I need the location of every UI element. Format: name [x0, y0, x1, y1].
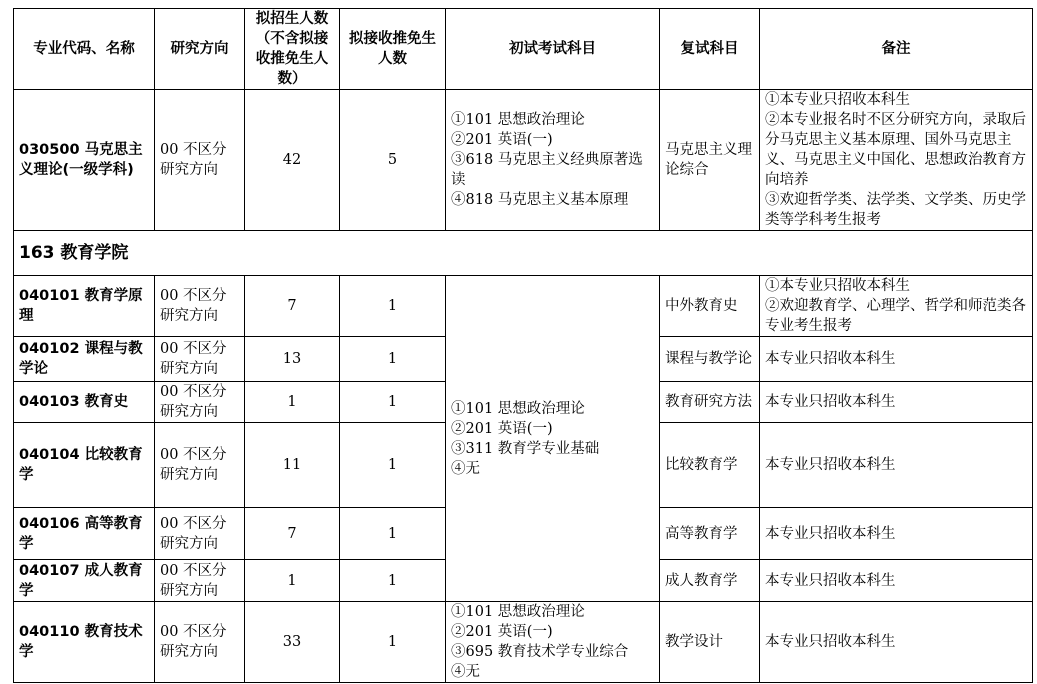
note-line: ③欢迎哲学类、法学类、文学类、历史学类等学科考生报考 — [765, 192, 1026, 228]
header-row — [14, 9, 1033, 90]
header-notes: 备注 — [760, 9, 1033, 90]
table-row — [14, 276, 1033, 337]
direction-cell: 00 不区分研究方向 — [155, 602, 245, 683]
direction-cell: 00 不区分研究方向 — [155, 382, 245, 423]
note-line: ②欢迎教育学、心理学、哲学和师范类各专业考生报考 — [765, 298, 1026, 334]
notes-cell: 本专业只招收本科生 — [760, 382, 1033, 423]
retest-cell: 教学设计 — [660, 602, 760, 683]
exempt-cell: 1 — [340, 276, 446, 337]
notes-cell: 本专业只招收本科生 — [760, 560, 1033, 602]
initial-subject: ③695 教育技术学专业综合 — [451, 644, 629, 660]
initial-subject: ②201 英语(一) — [451, 420, 553, 437]
header-plan: 拟招生人数（不含拟接收推免生人数） — [245, 9, 340, 90]
notes-cell — [760, 90, 1033, 231]
exempt-cell: 1 — [340, 423, 446, 508]
enrollment-table — [13, 8, 1033, 683]
exempt-cell: 1 — [340, 560, 446, 602]
initial-subject: ①101 思想政治理论 — [451, 400, 585, 417]
major-cell: 040110 教育技术学 — [14, 602, 155, 683]
major-cell: 040103 教育史 — [14, 382, 155, 423]
notes-cell: 本专业只招收本科生 — [760, 423, 1033, 508]
retest-cell: 中外教育史 — [660, 276, 760, 337]
major-cell: 040106 高等教育学 — [14, 508, 155, 560]
major-cell: 040104 比较教育学 — [14, 423, 155, 508]
exempt-cell: 1 — [340, 508, 446, 560]
direction-cell: 00 不区分研究方向 — [155, 90, 245, 231]
plan-cell: 13 — [245, 337, 340, 382]
shared-initial-cell — [446, 276, 660, 602]
initial-cell — [446, 90, 660, 231]
direction-cell: 00 不区分研究方向 — [155, 337, 245, 382]
header-initial: 初试考试科目 — [446, 9, 660, 90]
retest-cell: 马克思主义理论综合 — [660, 90, 760, 231]
notes-cell: 本专业只招收本科生 — [760, 602, 1033, 683]
initial-subject: ②201 英语(一) — [451, 624, 553, 640]
direction-cell: 00 不区分研究方向 — [155, 560, 245, 602]
retest-cell: 成人教育学 — [660, 560, 760, 602]
retest-cell: 教育研究方法 — [660, 382, 760, 423]
retest-cell: 课程与教学论 — [660, 337, 760, 382]
initial-subject: ②201 英语(一) — [451, 132, 553, 148]
major-cell: 040102 课程与教学论 — [14, 337, 155, 382]
initial-cell — [446, 602, 660, 683]
exempt-cell: 1 — [340, 382, 446, 423]
note-line: ①本专业只招收本科生 — [765, 278, 910, 294]
table-row — [14, 602, 1033, 683]
initial-subject: ④无 — [451, 664, 480, 680]
exempt-cell: 5 — [340, 90, 446, 231]
plan-cell: 7 — [245, 508, 340, 560]
notes-cell — [760, 276, 1033, 337]
plan-cell: 1 — [245, 560, 340, 602]
plan-cell: 42 — [245, 90, 340, 231]
header-exempt: 拟接收推免生人数 — [340, 9, 446, 90]
plan-cell: 33 — [245, 602, 340, 683]
initial-subject: ①101 思想政治理论 — [451, 604, 585, 620]
plan-cell: 1 — [245, 382, 340, 423]
header-retest: 复试科目 — [660, 9, 760, 90]
initial-subject: ③311 教育学专业基础 — [451, 440, 600, 457]
note-line: ①本专业只招收本科生 — [765, 92, 910, 108]
direction-cell: 00 不区分研究方向 — [155, 508, 245, 560]
table-row — [14, 90, 1033, 231]
initial-subject: ①101 思想政治理论 — [451, 112, 585, 128]
exempt-cell: 1 — [340, 602, 446, 683]
major-cell: 040101 教育学原理 — [14, 276, 155, 337]
note-line: ②本专业报名时不区分研究方向，录取后分马克思主义基本原理、国外马克思主义、马克思主义中国化、思想政治教育方向培养 — [765, 112, 1026, 188]
notes-cell: 本专业只招收本科生 — [760, 508, 1033, 560]
direction-cell: 00 不区分研究方向 — [155, 423, 245, 508]
initial-subject: ③618 马克思主义经典原著选读 — [451, 152, 643, 188]
header-major: 专业代码、名称 — [14, 9, 155, 90]
school-title: 163 教育学院 — [14, 231, 1033, 276]
exempt-cell: 1 — [340, 337, 446, 382]
notes-cell: 本专业只招收本科生 — [760, 337, 1033, 382]
major-cell: 030500 马克思主义理论(一级学科) — [14, 90, 155, 231]
retest-cell: 高等教育学 — [660, 508, 760, 560]
school-row — [14, 231, 1033, 276]
major-cell: 040107 成人教育学 — [14, 560, 155, 602]
header-direction: 研究方向 — [155, 9, 245, 90]
direction-cell: 00 不区分研究方向 — [155, 276, 245, 337]
initial-subject: ④818 马克思主义基本原理 — [451, 192, 629, 208]
retest-cell: 比较教育学 — [660, 423, 760, 508]
plan-cell: 7 — [245, 276, 340, 337]
initial-subject: ④无 — [451, 460, 480, 477]
plan-cell: 11 — [245, 423, 340, 508]
